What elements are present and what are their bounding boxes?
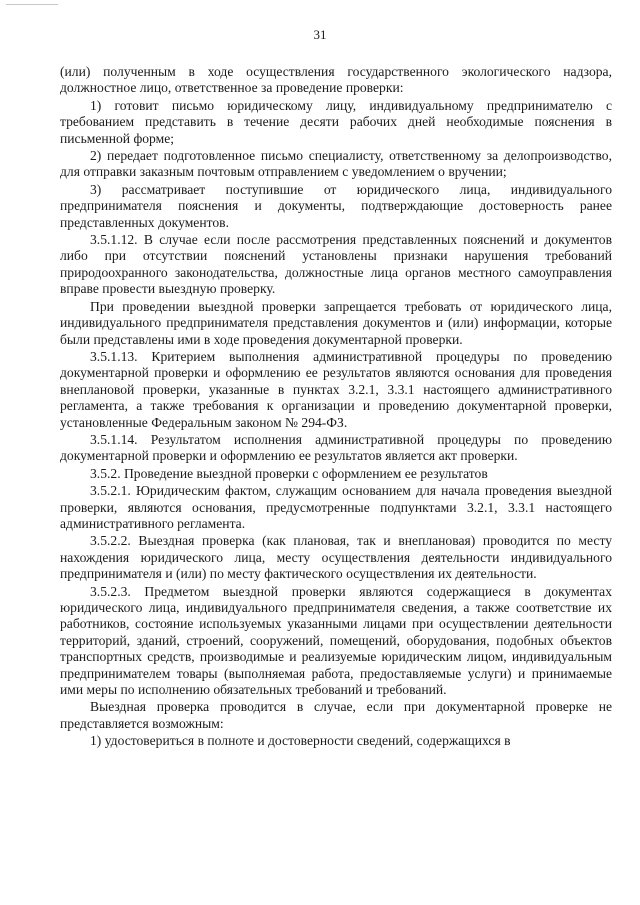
clause-3-5-2-3: 3.5.2.3. Предметом выездной проверки являются содержащиеся в документах юридического лица, индивидуального предпринимателя сведения, а также соответствие их работников, состояние используемых указанными лицами при осуществлении деятельности территорий, зданий, строений, сооружений, помещений, оборудования, подобных объектов транспортных средств, производимые и реализуемые юридическим лицом, индивидуальным предпринимателем товары (выполняемая работа, предоставляемые услуги) и принимаемые ими меры по исполнению обязательных требований и требований. — [60, 583, 612, 698]
paragraph-onsite-inspection: Выездная проверка проводится в случае, если при документарной проверке не представляется возможным: — [60, 699, 612, 731]
clause-3-5-1-12: 3.5.1.12. В случае если после рассмотрения представленных пояснений и документов либо при отсутствии пояснений установлены признаки нарушения требований природоохранного законодательства, должностные лица органов местного самоуправления вправе провести выездную проверку. — [60, 232, 612, 297]
page-number: 31 — [313, 27, 327, 42]
paragraph-continuation: (или) полученным в ходе осуществления государственного экологического надзора, должностное лицо, ответственное за проведение проверки: — [60, 64, 612, 96]
document-body — [60, 64, 612, 751]
clause-3-5-1-14: 3.5.1.14. Результатом исполнения административной процедуры по проведению документарной проверки и оформлению ее результатов является акт проверки. — [60, 431, 612, 464]
clause-3-5-1-13: 3.5.1.13. Критерием выполнения административной процедуры по проведению документарной проверки и оформлению ее результатов являются основания для проведения внеплановой проверки, указанные в пунктах 3.2.1, 3.3.1 настоящего административного регламента, а также требования к организации и проведению документарной проверки, установленные Федеральным законом № 294-ФЗ. — [60, 348, 612, 430]
clause-3-5-2-1: 3.5.2.1. Юридическим фактом, служащим основанием для начала проведения выездной проверки, являются основания, предусмотренные подпунктами 3.2.1, 3.3.1 настоящего административного регламента. — [60, 483, 612, 531]
clause-3-5-2-2: 3.5.2.2. Выездная проверка (как плановая, так и внеплановая) проводится по месту нахождения юридического лица, месту осуществления деятельности индивидуального предпринимателя и (или) по месту фактического осуществления их деятельности. — [60, 533, 612, 582]
scan-artifact-line — [6, 4, 58, 6]
clause-3-5-2: 3.5.2. Проведение выездной проверки с оформлением ее результатов — [90, 465, 488, 481]
list-item-1: 1) готовит письмо юридическому лицу, индивидуальному предпринимателю с требованием представить в течение десяти рабочих дней необходимые пояснения в письменной форме; — [60, 97, 612, 146]
list-item-2: 2) передает подготовленное письмо специалисту, ответственному за делопроизводство, для отправки заказным почтовым отправлением с уведомлением о вручении; — [60, 148, 612, 180]
list-item-3: 3) рассматривает поступившие от юридического лица, индивидуального предпринимателя пояснения и документы, подтверждающие достоверность ранее представленных документов. — [60, 181, 612, 230]
list-item-verify: 1) удостовериться в полноте и достоверности сведений, содержащихся в — [90, 733, 511, 749]
paragraph-prohibition: При проведении выездной проверки запрещается требовать от юридического лица, индивидуального предпринимателя представления документов и (или) информации, которые были представлены ими в ходе проведения документарной проверки. — [60, 298, 612, 347]
